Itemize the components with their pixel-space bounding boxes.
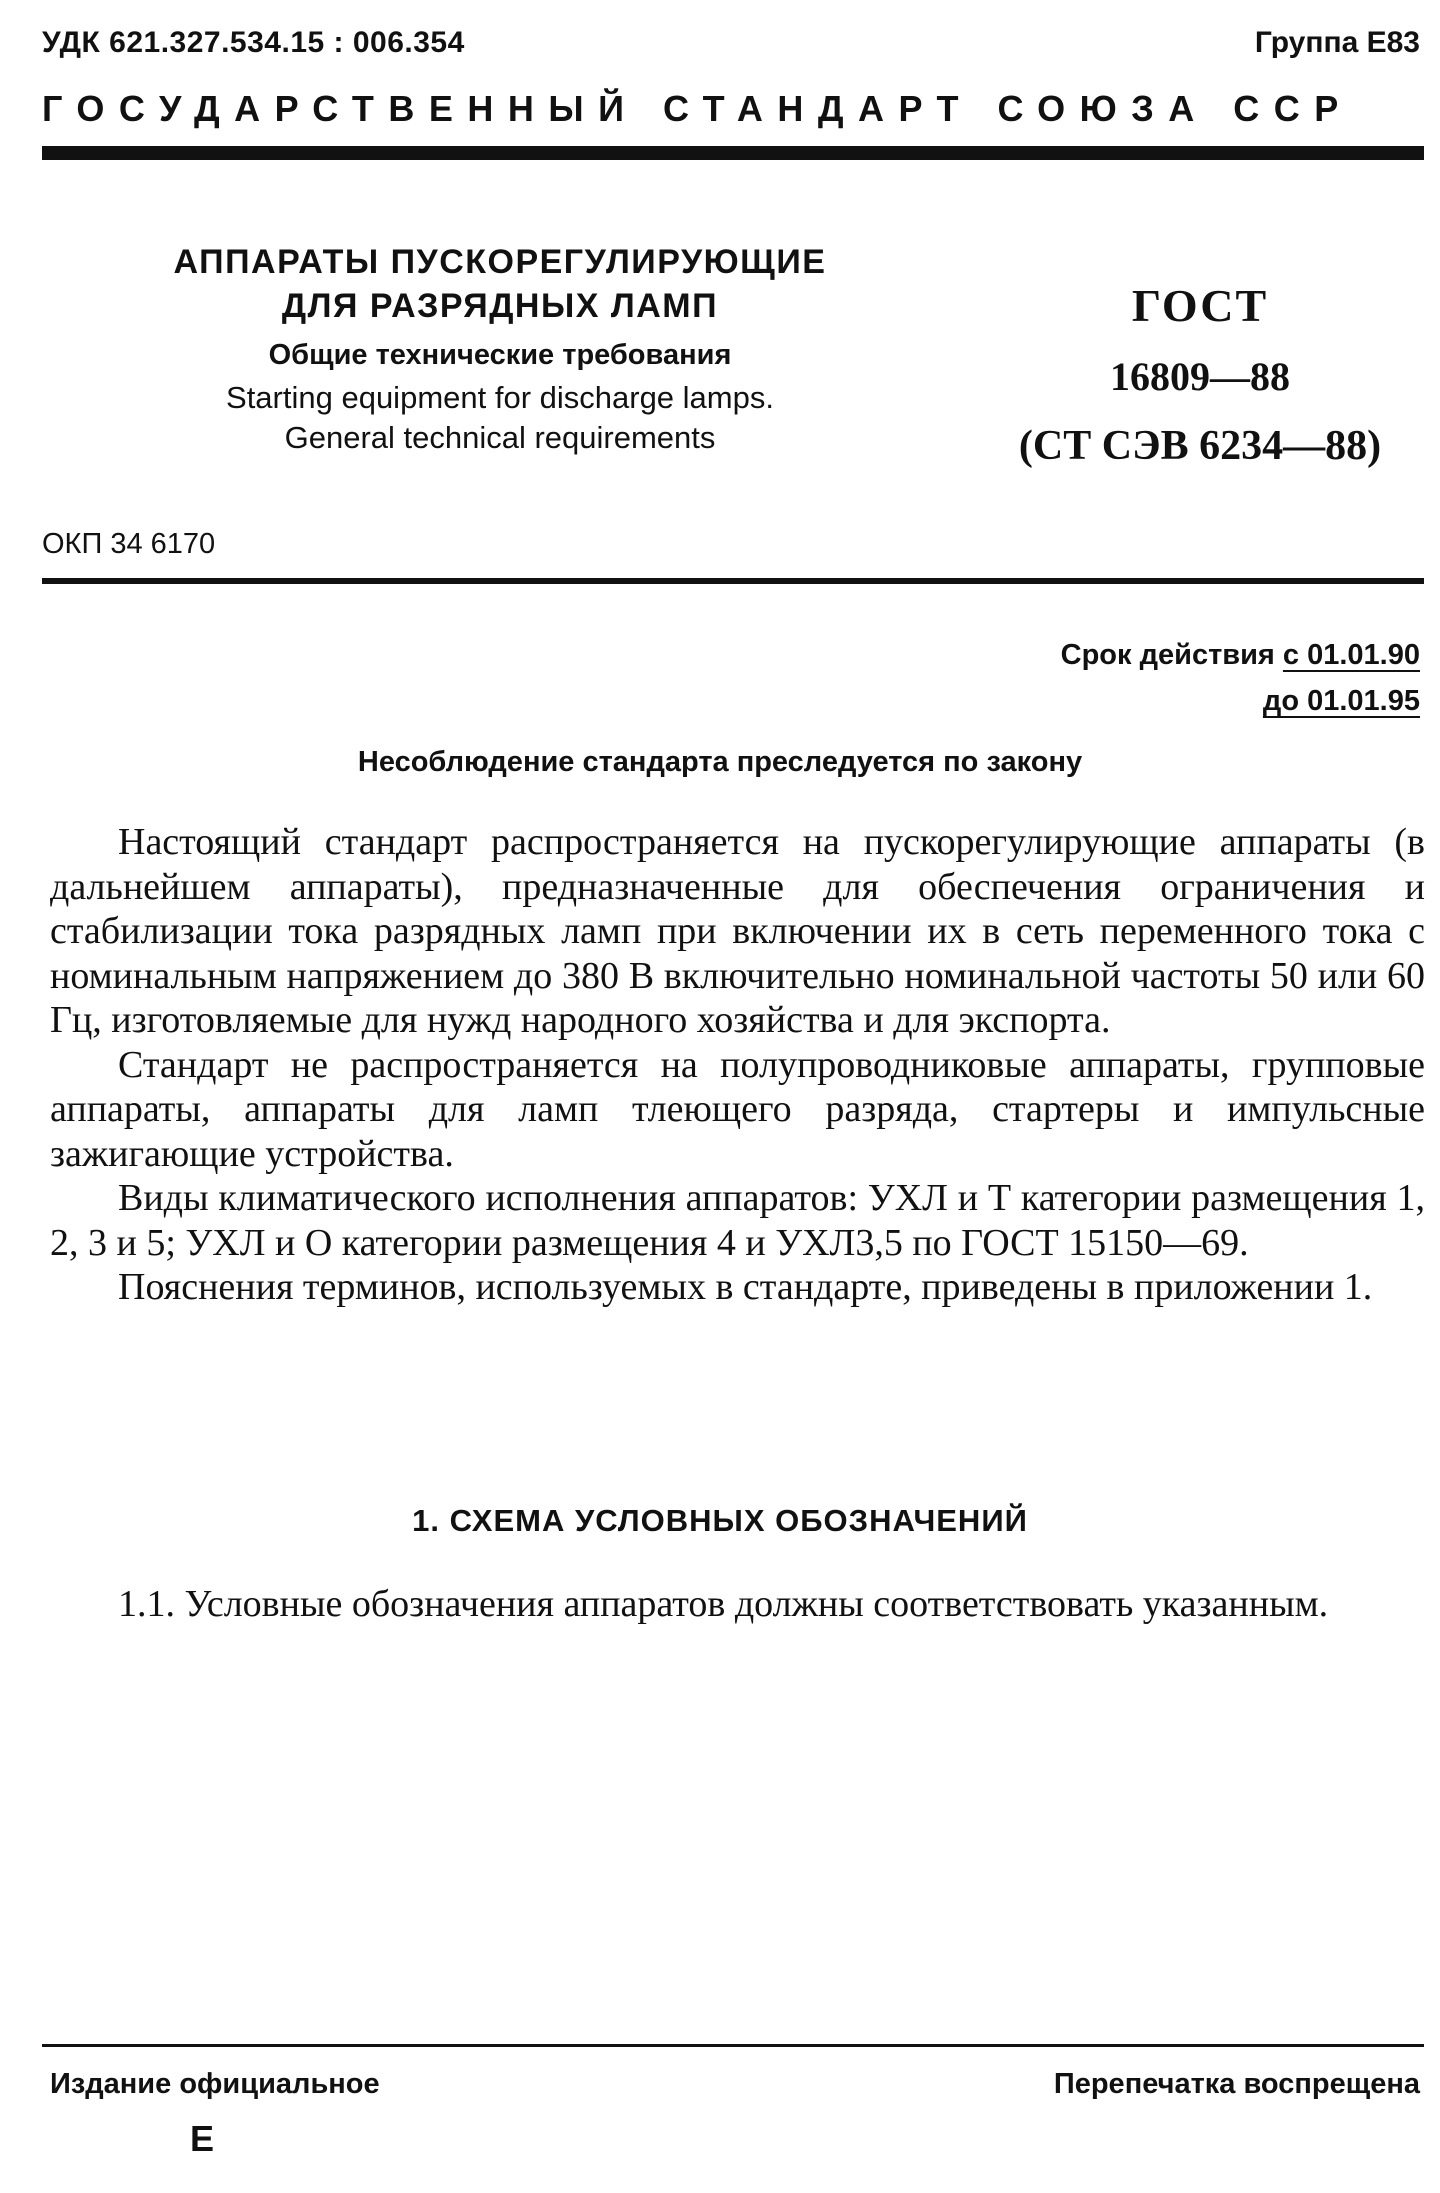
english-title-line-2: General technical requirements (284, 420, 716, 455)
intro-paragraph-climate: Виды климатического исполнения аппаратов: УХЛ и Т категории размещения 1, 2, 3 и 5; УХЛ и О категории размещения 4 и УХЛ3,5 по ГОСТ 15150—69. (50, 1177, 1425, 1264)
validity-from: с 01.01.90 (1282, 639, 1420, 671)
group-code: Группа Е83 (1254, 26, 1420, 59)
validity-label: Срок действия (1060, 639, 1275, 671)
section-1-title: 1. СХЕМА УСЛОВНЫХ ОБОЗНАЧЕНИЙ (412, 1503, 1028, 1538)
validity-to-row (1061, 678, 1420, 724)
section-1-paragraph: 1.1. Условные обозначения аппаратов должны соответствовать указанным. (118, 1583, 1329, 1625)
validity-to: до 01.01.95 (1262, 685, 1420, 717)
udk-code: УДК 621.327.534.15 : 006.354 (42, 26, 465, 59)
validity-block (1061, 632, 1420, 724)
english-title-line-1: Starting equipment for discharge lamps. (226, 380, 774, 415)
intro-paragraph-terms: Пояснения терминов, используемых в стандарте, приведены в приложении 1. (118, 1266, 1373, 1308)
title-block (140, 240, 860, 458)
st-sev-number: (СТ СЭВ 6234—88) (1018, 423, 1382, 469)
intro-paragraph-exclusions: Стандарт не распространяется на полупроводниковые аппараты, групповые аппараты, аппараты для ламп тлеющего разряда, стартеры и импульсные зажигающие устройства. (50, 1043, 1425, 1175)
header-rule (42, 146, 1424, 160)
intro-text (50, 820, 1425, 1310)
intro-paragraph-scope: Настоящий стандарт распространяется на пускорегулирующие аппараты (в дальнейшем аппараты), предназначенные для обеспечения ограничения и стабилизации тока разрядных ламп при включении их в сеть переменного тока с номинальным напряжением до 380 В включительно номинальной частоты 50 или 60 Гц, изготовляемые для нужд народного хозяйства и для экспорта. (50, 821, 1425, 1041)
edition-letter: Е (190, 2118, 215, 2159)
title-rule (42, 578, 1424, 584)
section-1-text (50, 1582, 1425, 1627)
title-line-2: ДЛЯ РАЗРЯДНЫХ ЛАМП (281, 287, 719, 325)
gost-number: 16809—88 (1110, 354, 1290, 399)
footer-rule (42, 2044, 1424, 2047)
title-line-1: АППАРАТЫ ПУСКОРЕГУЛИРУЮЩИЕ (173, 243, 827, 281)
validity-from-row (1061, 632, 1420, 678)
state-standard-banner: ГОСУДАРСТВЕННЫЙ СТАНДАРТ СОЮЗА ССР (42, 88, 1353, 129)
law-notice: Несоблюдение стандарта преследуется по закону (357, 746, 1083, 778)
edition-label: Издание официальное (50, 2068, 380, 2100)
subtitle: Общие технические требования (268, 339, 732, 371)
reprint-notice: Перепечатка воспрещена (1053, 2068, 1420, 2100)
designation-block (980, 276, 1420, 474)
gost-label: ГОСТ (1131, 280, 1269, 331)
okp-code: ОКП 34 6170 (42, 528, 216, 560)
